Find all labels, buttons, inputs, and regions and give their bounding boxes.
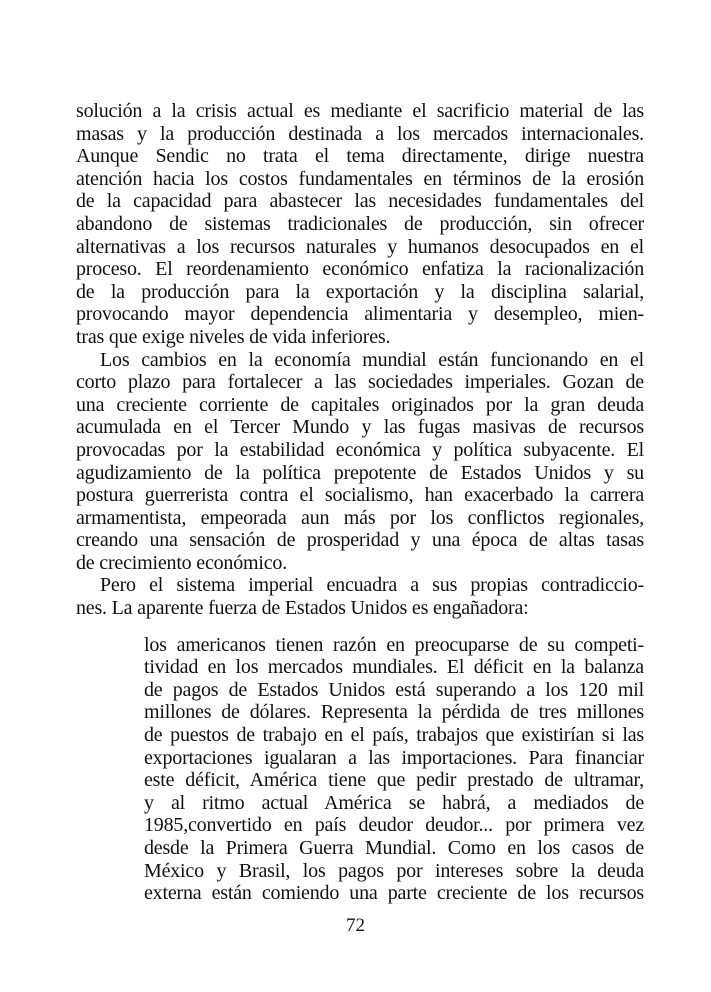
text-line: Pero el sistema imperial encuadra a sus propias contradiccio- — [100, 574, 644, 597]
quote-line: millones de dólares. Representa la pérdida de tres millones — [144, 701, 644, 724]
text-line: solución a la crisis actual es mediante el sacrificio material de las — [76, 100, 644, 122]
text-line: postura guerrerista contra el socialismo, han exacerbado la carrera — [76, 484, 644, 507]
text-line: proceso. El reordenamiento económico enfatiza la racionalización — [76, 258, 644, 281]
text-line: corto plazo para fortalecer a las sociedades imperiales. Gozan de — [76, 371, 644, 394]
text-line: tras que exige niveles de vida inferiores. — [76, 325, 391, 348]
text-line: acumulada en el Tercer Mundo y las fugas masivas de recursos — [76, 416, 644, 439]
quote-line: de puestos de trabajo en el país, trabajos que existirían si las — [144, 724, 644, 747]
text-line: agudizamiento de la política prepotente de Estados Unidos y su — [76, 461, 644, 484]
quote-line: 1985,convertido en país deudor deudor... por primera vez — [144, 814, 644, 837]
quote-line: los americanos tienen razón en preocuparse de su competi- — [144, 633, 644, 656]
text-line: de la producción para la exportación y la disciplina salarial, — [76, 280, 644, 303]
quote-line: de pagos de Estados Unidos está superando a los 120 mil — [144, 678, 644, 701]
quote-line: y al ritmo actual América se habrá, a mediados de — [144, 791, 644, 814]
text-line: de la capacidad para abastecer las necesidades fundamentales del — [76, 190, 644, 213]
text-line: una creciente corriente de capitales originados por la gran deuda — [76, 393, 644, 416]
quote-line: México y Brasil, los pagos por intereses sobre la deuda — [144, 859, 644, 882]
quote-line: desde la Primera Guerra Mundial. Como en los casos de — [144, 837, 644, 859]
text-line: armamentista, empeorada aun más por los conflictos regionales, — [76, 506, 644, 529]
block-quote — [144, 634, 644, 905]
text-line: Aunque Sendic no trata el tema directamente, dirige nuestra — [76, 145, 644, 168]
text-line: provocadas por la estabilidad económica y política subyacente. El — [76, 438, 644, 461]
quote-line: externa están comiendo una parte creciente de los recursos — [144, 882, 644, 905]
text-line: creando una sensación de prosperidad y una época de altas tasas — [76, 529, 644, 552]
page-body — [76, 100, 644, 905]
page-number: 72 — [346, 915, 365, 936]
text-line: nes. La aparente fuerza de Estados Unidos es engañadora: — [76, 597, 529, 620]
quote-line: exportaciones igualaran a las importaciones. Para financiar — [144, 746, 644, 769]
text-line: alternativas a los recursos naturales y humanos desocupados en el — [76, 235, 644, 258]
paragraph-3 — [76, 574, 644, 619]
text-line: de crecimiento económico. — [76, 551, 288, 574]
text-line: Los cambios en la economía mundial están funcionando en el — [100, 348, 644, 371]
quote-line: este déficit, América tiene que pedir prestado de ultramar, — [144, 769, 644, 792]
text-line: atención hacia los costos fundamentales en términos de la erosión — [76, 167, 644, 190]
paragraph-1 — [76, 100, 644, 349]
quote-line: tividad en los mercados mundiales. El déficit en la balanza — [144, 656, 644, 679]
paragraph-2 — [76, 349, 644, 575]
spacer — [76, 620, 644, 634]
text-line: abandono de sistemas tradicionales de producción, sin ofrecer — [76, 212, 644, 235]
text-line: provocando mayor dependencia alimentaria y desempleo, mien- — [76, 303, 644, 326]
text-line: masas y la producción destinada a los mercados internacionales. — [76, 122, 644, 145]
